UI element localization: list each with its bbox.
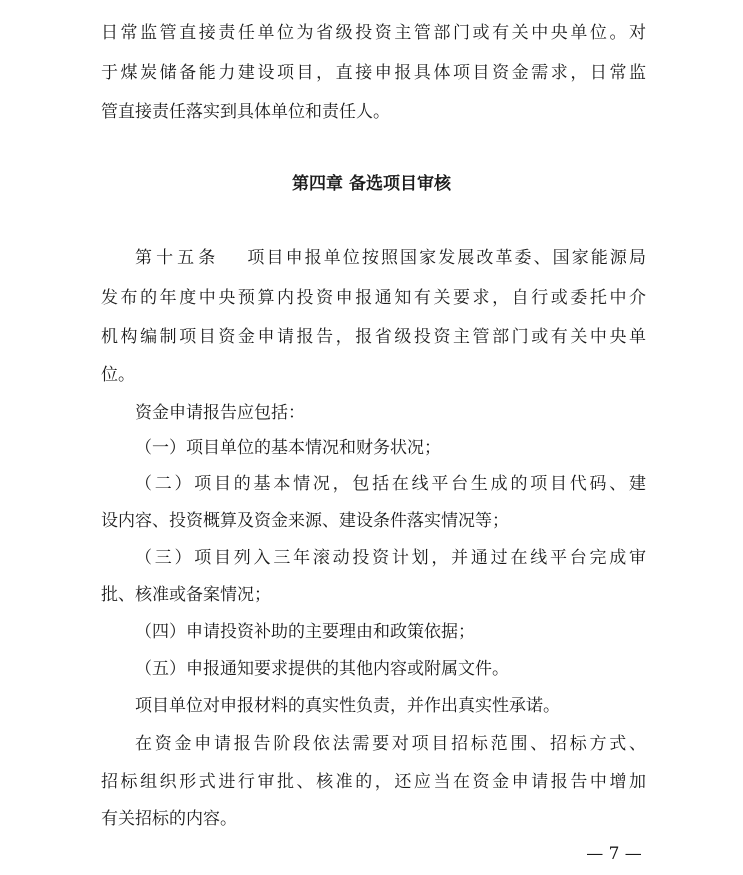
article-label: 第十五条 — [135, 248, 220, 268]
body-line: 发布的年度中央预算内投资申报通知有关要求，自行或委托中介 — [101, 288, 646, 308]
list-item: （二）项目的基本情况，包括在线平台生成的项目代码、建 — [135, 474, 646, 494]
report-contents-intro: 资金申请报告应包括： — [135, 403, 305, 423]
body-line: 机构编制项目资金申请报告，报省级投资主管部门或有关中央单 — [101, 327, 646, 347]
list-item: （三）项目列入三年滚动投资计划，并通过在线平台完成审 — [135, 548, 646, 568]
list-item: （四）申请投资补助的主要理由和政策依据； — [135, 622, 475, 642]
body-line: 日常监管直接责任单位为省级投资主管部门或有关中央单位。对 — [101, 23, 646, 43]
body-line: 招标组织形式进行审批、核准的，还应当在资金申请报告中增加 — [101, 772, 646, 792]
body-line: 在资金申请报告阶段依法需要对项目招标范围、招标方式、 — [135, 734, 646, 754]
list-item: （五）申报通知要求提供的其他内容或附属文件。 — [135, 659, 509, 679]
list-item-continuation: 设内容、投资概算及资金来源、建设条件落实情况等； — [101, 511, 509, 531]
body-line: 管直接责任落实到具体单位和责任人。 — [101, 102, 390, 122]
body-line: 位。 — [101, 365, 135, 385]
body-line: 有关招标的内容。 — [101, 809, 237, 829]
list-item-continuation: 批、核准或备案情况； — [101, 585, 271, 605]
list-item: （一）项目单位的基本情况和财务状况； — [135, 438, 441, 458]
responsibility-statement: 项目单位对申报材料的真实性负责，并作出真实性承诺。 — [135, 696, 560, 716]
chapter-title: 第四章 备选项目审核 — [292, 174, 451, 194]
page-number: — 7 — — [586, 844, 642, 864]
article-first-line-text: 项目申报单位按照国家发展改革委、国家能源局 — [245, 248, 647, 268]
body-line: 于煤炭储备能力建设项目，直接申报具体项目资金需求，日常监 — [101, 63, 646, 83]
article-first-line — [135, 246, 646, 270]
